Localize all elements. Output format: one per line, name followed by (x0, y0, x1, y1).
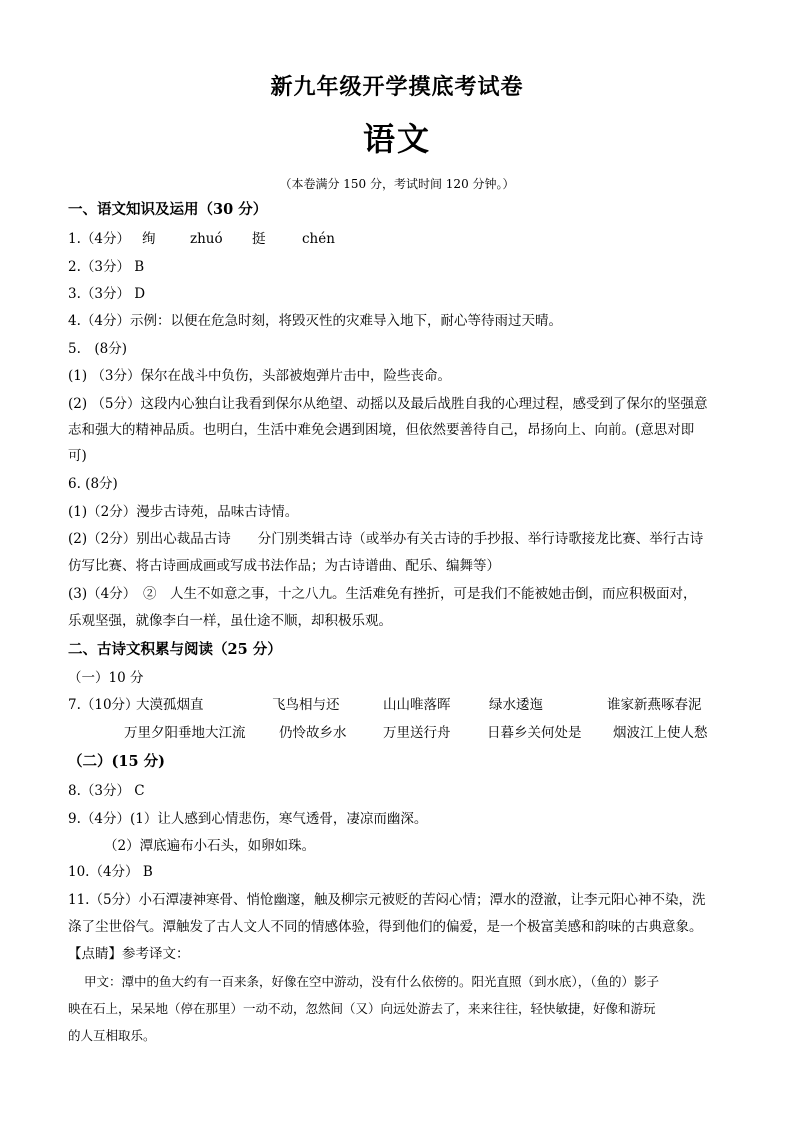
q3-answer: 3.（3分） D (68, 286, 146, 302)
q7-row2-item: 仍怜故乡水 (279, 725, 347, 741)
exam-title: 新九年级开学摸底考试卷 (270, 74, 524, 100)
q9-line1: 9.（4分）(1）让人感到心情悲伤，寒气透骨，凄凉而幽深。 (68, 811, 428, 827)
section1-heading: 一、语文知识及运用（30 分） (68, 201, 268, 218)
q7-row1-item: 绿水逶迤 (489, 697, 543, 713)
q1-answer-4: chén (302, 231, 335, 247)
section2-heading: 二、古诗文积累与阅读（25 分） (68, 641, 282, 658)
q6-part3-line1: (3)（4分） ② 人生不如意之事，十之八九。生活难免有挫折，可是我们不能被她击倒，而应积极面对， (68, 586, 697, 602)
q1-label: 1.（4分） (68, 231, 130, 247)
translation-line3: 的人互相取乐。 (68, 1028, 156, 1043)
q1-answer-1: 绚 (142, 231, 156, 247)
q5-part2-line1: (2) （5分）这段内心独白让我看到保尔从绝望、动摇以及最后战胜自我的心理过程，感受到了保尔的坚强意 (68, 396, 708, 412)
q5-label: 5. (8分) (68, 341, 128, 357)
q2-answer: 2.（3分） B (68, 259, 145, 275)
q5-part1: (1) （3分）保尔在战斗中负伤，头部被炮弹片击中，险些丧命。 (68, 368, 452, 384)
translation-line2: 映在石上，呆呆地（停在那里）一动不动，忽然间（又）向远处游去了，来来往往，轻快敏捷，好像和游玩 (68, 1001, 656, 1016)
q7-row2-item: 烟波江上使人愁 (613, 725, 708, 741)
q6-part2-line2: 仿写比赛、将古诗画成画或写成书法作品；为古诗谱曲、配乐、编舞等） (68, 558, 500, 574)
q7-row1-item: 大漠孤烟直 (136, 697, 204, 713)
q7-label: 7.（10分） (68, 697, 139, 713)
subject-title: 语文 (362, 120, 431, 158)
q7-row1-item: 山山唯落晖 (383, 697, 451, 713)
q8-answer: 8.（3分） C (68, 783, 145, 799)
q7-row2-item: 万里送行舟 (383, 725, 451, 741)
q7-row1-item: 谁家新燕啄春泥 (607, 697, 702, 713)
q6-part1: (1)（2分）漫步古诗苑，品味古诗情。 (68, 504, 299, 520)
q7-row2-item: 万里夕阳垂地大江流 (124, 725, 246, 741)
q4-answer: 4.（4分）示例：以便在危急时刻，将毁灭性的灾难导入地下，耐心等待雨过天晴。 (68, 313, 562, 329)
q10-answer: 10.（4分） B (68, 864, 153, 880)
exam-note: （本卷满分 150 分，考试时间 120 分钟。） (279, 177, 515, 191)
subsection2-heading: （二）(15 分) (68, 753, 165, 770)
q7-row2-item: 日暮乡关何处是 (487, 725, 582, 741)
q7-row1-item: 飞鸟相与还 (272, 697, 340, 713)
subsection1-heading: （一）10 分 (68, 670, 144, 686)
tip-heading: 【点睛】参考译文： (68, 946, 190, 962)
q1-answer-3: 挺 (252, 231, 266, 247)
translation-line1: 甲文：潭中的鱼大约有一百来条，好像在空中游动，没有什么依傍的。阳光直照（到水底），（鱼的）影子 (84, 974, 660, 989)
q1-answer-2: zhuó (190, 231, 223, 247)
q5-part2-line3: 可) (68, 448, 87, 464)
q6-part3-line2: 乐观坚强，就像李白一样，虽仕途不顺，却积极乐观。 (68, 613, 392, 629)
q6-part2-line1: (2)（2分）别出心裁品古诗 分门别类辑古诗（或举办有关古诗的手抄报、举行诗歌接龙比赛、举行古诗 (68, 531, 704, 547)
q5-part2-line2: 志和强大的精神品质。也明白，生活中难免会遇到困境，但依然要善待自己，昂扬向上、向前。(意思对即 (68, 422, 695, 438)
q6-label: 6. (8分) (68, 476, 118, 492)
q11-line2: 涤了尘世俗气。潭触发了古人文人不同的情感体验，得到他们的偏爱，是一个极富美感和韵味的古典意象。 (68, 919, 703, 935)
q11-line1: 11.（5分）小石潭凄神寒骨、悄怆幽邃，触及柳宗元被贬的苦闷心情；潭水的澄澈，让李元阳心神不染，洗 (68, 892, 706, 908)
q9-line2: （2）潭底遍布小石头，如卵如珠。 (104, 838, 316, 854)
